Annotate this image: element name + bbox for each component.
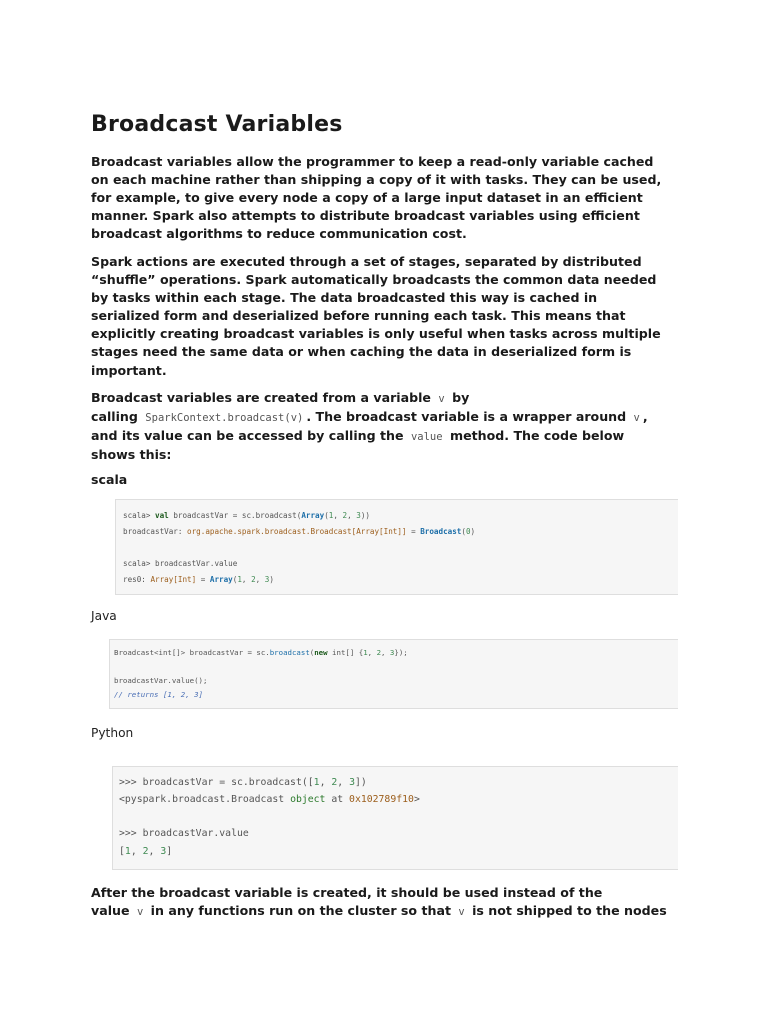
stages-line: serialized form and deserialized before running each task. This means that [91,308,626,324]
inline-code: v [438,393,445,405]
code-line: broadcastVar: org.apache.spark.broadcast.Broadcast[Array[Int]] = Broadcast(0) [123,527,476,536]
intro-line: on each machine rather than shipping a copy of it with tasks. They can be used, [91,172,662,188]
code-line: scala> val broadcastVar = sc.broadcast(Array(1, 2, 3)) [123,511,370,520]
code-line: >>> broadcastVar.value [119,828,249,839]
java-code-block [109,639,678,709]
python-label: Python [91,726,134,740]
scala-label: scala [91,472,128,487]
inline-code: v [136,906,144,919]
intro-line: manner. Spark also attempts to distribute broadcast variables using efficient [91,208,640,224]
code-line: Broadcast<int[]> broadcastVar = sc.broadcast(new int[] {1, 2, 3}); [114,648,408,657]
scala-code-block [115,499,678,595]
creation-paragraph [91,389,691,464]
page-title: Broadcast Variables [91,112,343,137]
after-line-1: After the broadcast variable is created, it should be used instead of the [91,885,603,900]
inline-code: v [633,412,640,425]
code-line: scala> broadcastVar.value [123,559,238,568]
python-code-block [112,766,678,870]
creation-line-1: Broadcast variables are created from a variable v by [91,390,470,405]
inline-code: v [458,906,465,919]
stages-line: explicitly creating broadcast variables is only useful when tasks across multiple [91,326,661,342]
stages-line: important. [91,362,167,378]
creation-line-2: calling SparkContext.broadcast(v) . The broadcast variable is a wrapper around v , [91,409,648,425]
inline-code: SparkContext.broadcast(v) [145,412,304,425]
java-label: Java [91,609,117,623]
code-line: <pyspark.broadcast.Broadcast object at 0x102789f10> [119,794,420,805]
code-line: broadcastVar.value(); [114,676,208,685]
stages-line: Spark actions are executed through a set of stages, separated by distributed [91,254,642,269]
stages-line: by tasks within each stage. The data broadcasted this way is cached in [91,290,598,306]
after-line-2: value v in any functions run on the cluster so that v is not shipped to the nodes [91,903,667,919]
stages-line: “shuffle” operations. Spark automatically broadcasts the common data needed [91,272,657,288]
creation-line-3: and its value can be accessed by calling the value method. The code below [91,428,625,444]
intro-line: Broadcast variables allow the programmer to keep a read-only variable cached [91,154,654,169]
intro-line: for example, to give every node a copy of a large input dataset in an efficient [91,190,643,206]
intro-paragraph [91,153,691,243]
code-line: >>> broadcastVar = sc.broadcast([1, 2, 3]) [119,777,367,788]
code-line: [1, 2, 3] [119,846,173,857]
stages-paragraph [91,253,691,380]
code-line: res0: Array[Int] = Array(1, 2, 3) [123,575,274,584]
inline-code: value [410,431,443,444]
stages-line: stages need the same data or when caching the data in deserialized form is [91,344,632,360]
intro-line: broadcast algorithms to reduce communication cost. [91,226,467,242]
code-comment: // returns [1, 2, 3] [114,690,203,699]
creation-line-4: shows this: [91,447,172,463]
after-paragraph [91,884,731,921]
